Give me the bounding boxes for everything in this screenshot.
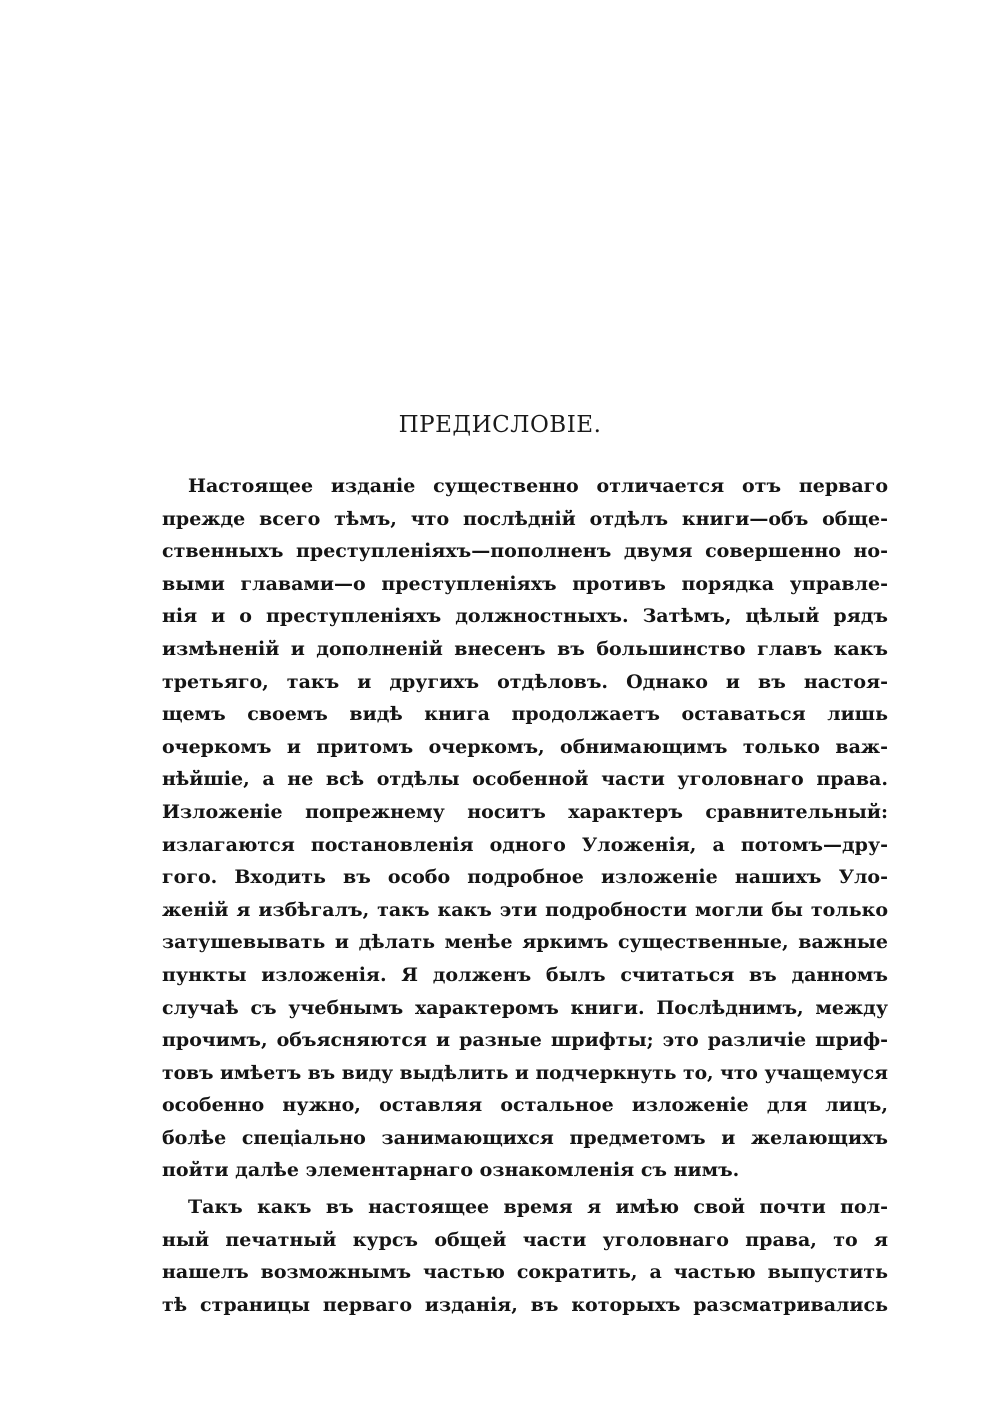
text-line: прочимъ, объясняются и разные шрифты; это различіе шриф-: [162, 1029, 888, 1052]
text-line: особенно нужно, оставляя остальное изложеніе для лицъ,: [162, 1094, 888, 1117]
text-line: третьяго, такъ и другихъ отдѣловъ. Однако и въ настоя-: [162, 670, 888, 693]
text-line: тѣ страницы перваго изданія, въ которыхъ разсматривались: [162, 1293, 888, 1316]
text-line: ственныхъ преступленіяхъ—пополненъ двумя совершенно но-: [162, 540, 888, 563]
text-line: нѣйшіе, а не всѣ отдѣлы особенной части уголовнаго права.: [162, 768, 888, 791]
text-line: прежде всего тѣмъ, что послѣдній отдѣлъ книги—объ обще-: [162, 507, 888, 530]
text-line: излагаются постановленія одного Уложенія, а потомъ—дру-: [162, 833, 888, 856]
text-line: случаѣ съ учебнымъ характеромъ книги. Послѣднимъ, между: [162, 996, 888, 1019]
text-line: измѣненій и дополненій внесенъ въ большинство главъ какъ: [162, 637, 888, 660]
text-line: очеркомъ и притомъ очеркомъ, обнимающимъ только важ-: [162, 735, 888, 758]
text-line: нія и о преступленіяхъ должностныхъ. Затѣмъ, цѣлый рядъ: [162, 605, 888, 628]
text-line: затушевывать и дѣлать менѣе яркимъ существенные, важные: [162, 931, 888, 954]
text-line: товъ имѣетъ въ виду выдѣлить и подчеркнуть то, что учащемуся: [162, 1061, 888, 1084]
text-line: Такъ какъ въ настоящее время я имѣю свой почти пол-: [188, 1196, 888, 1219]
text-line: выми главами—о преступленіяхъ противъ порядка управле-: [162, 572, 888, 595]
page-title: ПРЕДИСЛОВІЕ.: [398, 412, 602, 438]
preface-body: [162, 470, 888, 1321]
text-line: щемъ своемъ видѣ книга продолжаетъ оставаться лишь: [162, 703, 888, 726]
paragraph-1: [162, 470, 888, 1187]
paragraph-2: [162, 1191, 888, 1321]
text-line: женій я избѣгалъ, такъ какъ эти подробности могли бы только: [162, 898, 888, 921]
text-line: болѣе спеціально занимающихся предметомъ и желающихъ: [162, 1126, 888, 1149]
text-line: Настоящее изданіе существенно отличается отъ перваго: [188, 475, 888, 497]
text-line: нашелъ возможнымъ частью сократить, а частью выпустить: [162, 1261, 888, 1284]
text-line: пойти далѣе элементарнаго ознакомленія съ нимъ.: [162, 1159, 740, 1182]
text-line: гого. Входить въ особо подробное изложеніе нашихъ Уло-: [162, 866, 888, 889]
text-line: пункты изложенія. Я долженъ былъ считаться въ данномъ: [162, 963, 888, 986]
text-line: Изложеніе попрежнему носитъ характеръ сравнительный:: [162, 800, 888, 823]
text-line: ный печатный курсъ общей части уголовнаго права, то я: [162, 1228, 888, 1251]
